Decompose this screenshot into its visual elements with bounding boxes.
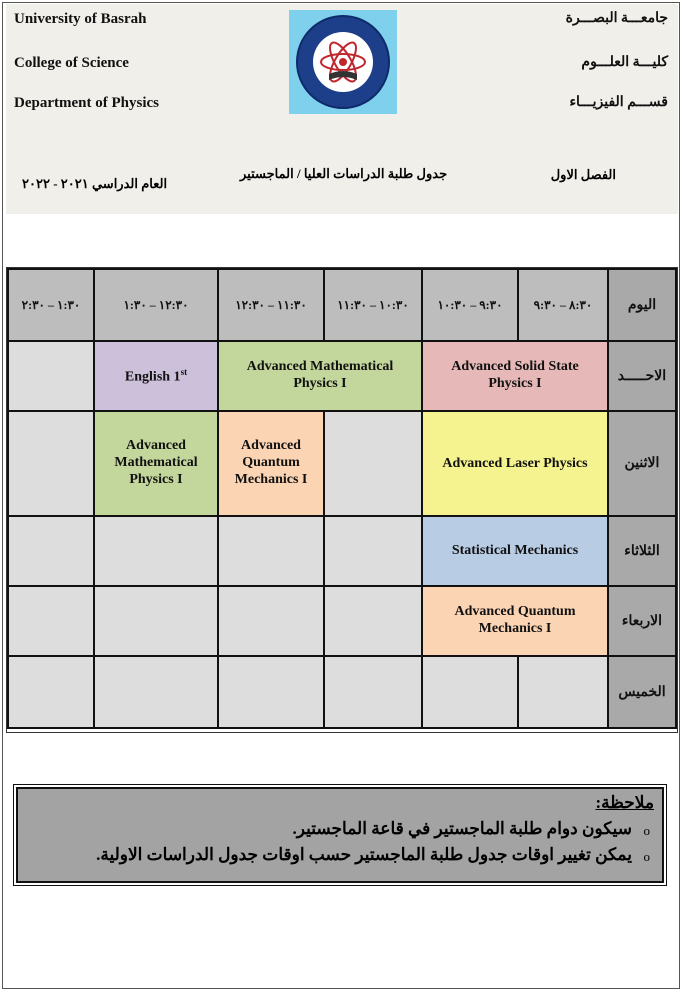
time-header-row bbox=[8, 269, 676, 341]
class-advanced-solid-state-physics bbox=[422, 341, 608, 411]
class-advanced-mathematical-physics bbox=[218, 341, 422, 411]
note-item: يمكن تغيير اوقات جدول طلبة الماجستير حسب اوقات جدول الدراسات الاولية. bbox=[96, 845, 632, 864]
day-monday: الاثنين bbox=[608, 411, 676, 516]
time-slot-3: ١٠:٣٠ – ١١:٣٠ bbox=[324, 269, 422, 341]
day-wednesday: الاربعاء bbox=[608, 586, 676, 656]
class-statistical-mechanics: Statistical Mechanics bbox=[422, 516, 608, 586]
schedule-table bbox=[7, 268, 677, 729]
schedule-title: جدول طلبة الدراسات العليا / الماجستير bbox=[240, 166, 448, 181]
university-name-ar: جامعـــة البصـــرة bbox=[565, 11, 668, 26]
class-line: Mechanics I bbox=[478, 621, 552, 636]
university-name-en: University of Basrah bbox=[14, 11, 147, 27]
class-line: Mathematical bbox=[114, 455, 198, 471]
class-line: Advanced Mathematical bbox=[246, 359, 394, 375]
notes-box bbox=[16, 787, 664, 883]
row-sunday bbox=[8, 341, 676, 411]
time-slot-5: ١٢:٣٠ – ١:٣٠ bbox=[94, 269, 218, 341]
class-line: Quantum bbox=[242, 455, 300, 471]
day-sunday: الاحـــــد bbox=[608, 341, 676, 411]
empty-cell bbox=[218, 516, 324, 586]
department-name-en: Department of Physics bbox=[14, 95, 159, 111]
row-wednesday bbox=[8, 586, 676, 656]
empty-cell bbox=[324, 516, 422, 586]
day-tuesday: الثلاثاء bbox=[608, 516, 676, 586]
empty-cell bbox=[8, 411, 94, 516]
university-logo bbox=[289, 10, 397, 114]
note-item: سيكون دوام طلبة الماجستير في قاعة الماجستير. bbox=[292, 819, 632, 838]
class-line: Physics I bbox=[129, 471, 183, 487]
time-slot-4: ١١:٣٠ – ١٢:٣٠ bbox=[218, 269, 324, 341]
class-advanced-mathematical-physics bbox=[94, 411, 218, 516]
empty-cell bbox=[324, 411, 422, 516]
college-name-ar: كليـــة العلـــوم bbox=[581, 55, 668, 70]
time-slot-2: ٩:٣٠ – ١٠:٣٠ bbox=[422, 269, 518, 341]
empty-cell bbox=[94, 586, 218, 656]
empty-cell bbox=[218, 656, 324, 728]
empty-cell bbox=[94, 656, 218, 728]
document-header bbox=[6, 4, 678, 214]
class-line: Advanced Solid State bbox=[451, 359, 579, 375]
row-monday bbox=[8, 411, 676, 516]
academic-year: العام الدراسي ٢٠٢١ - ٢٠٢٢ bbox=[22, 176, 168, 191]
empty-cell bbox=[94, 516, 218, 586]
english-label: English 1 bbox=[124, 369, 181, 385]
notes-title: ملاحظة: bbox=[595, 793, 654, 812]
empty-cell bbox=[8, 341, 94, 411]
row-tuesday bbox=[8, 516, 676, 586]
day-thursday: الخميس bbox=[608, 656, 676, 728]
class-line: Physics I bbox=[293, 376, 347, 391]
empty-cell bbox=[324, 656, 422, 728]
class-line: Physics I bbox=[488, 376, 542, 391]
semester-label: الفصل الاول bbox=[550, 167, 616, 182]
class-english bbox=[94, 341, 218, 411]
empty-cell bbox=[8, 656, 94, 728]
bullet-icon: o bbox=[643, 823, 650, 838]
empty-cell bbox=[422, 656, 518, 728]
schedule-table-frame bbox=[6, 267, 678, 733]
college-name-en: College of Science bbox=[14, 55, 129, 71]
day-header: اليوم bbox=[608, 269, 676, 341]
class-advanced-laser-physics: Advanced Laser Physics bbox=[422, 411, 608, 516]
class-advanced-quantum-mechanics bbox=[218, 411, 324, 516]
empty-cell bbox=[218, 586, 324, 656]
time-slot-1: ٨:٣٠ – ٩:٣٠ bbox=[518, 269, 608, 341]
bullet-icon: o bbox=[643, 849, 650, 864]
empty-cell bbox=[518, 656, 608, 728]
class-line: Advanced Quantum bbox=[454, 604, 576, 620]
class-line: Advanced bbox=[241, 438, 301, 454]
class-line: Mechanics I bbox=[234, 471, 308, 487]
empty-cell bbox=[324, 586, 422, 656]
empty-cell bbox=[8, 516, 94, 586]
class-line: Advanced bbox=[126, 438, 186, 454]
department-name-ar: قســـم الفيزيـــاء bbox=[569, 95, 668, 110]
time-slot-6: ١:٣٠ – ٢:٣٠ bbox=[8, 269, 94, 341]
row-thursday bbox=[8, 656, 676, 728]
empty-cell bbox=[8, 586, 94, 656]
class-advanced-quantum-mechanics bbox=[422, 586, 608, 656]
english-superscript: st bbox=[180, 366, 188, 377]
